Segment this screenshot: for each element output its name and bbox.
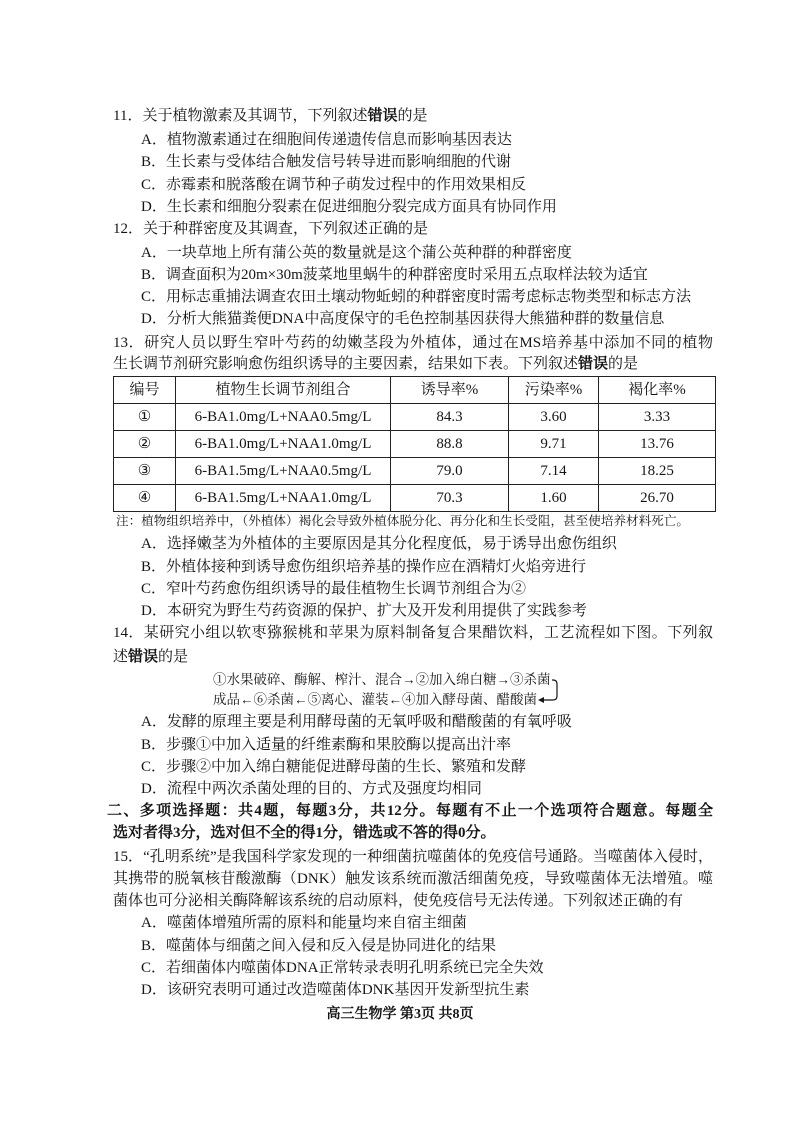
q13-option-c: C．窄叶芍药愈伤组织诱导的最佳植物生长调节剂组合为② — [141, 581, 527, 597]
flow-step-4: ④加入酵母菌、醋酸菌 — [402, 692, 537, 707]
flow-arrow-left: ← — [388, 692, 402, 707]
table-cell-browning-rate: 18.25 — [599, 458, 716, 485]
q11-option-a: A．植物激素通过在细胞间传递遗传信息而影响基因表达 — [141, 132, 512, 148]
q15-stem-line1 — [113, 846, 713, 868]
question-number: 15． — [113, 849, 144, 865]
table-row — [114, 431, 716, 458]
table-header-row — [114, 377, 716, 404]
table-cell-combination: 6-BA1.0mg/L+NAA0.5mg/L — [176, 404, 391, 431]
table-cell-browning-rate: 13.76 — [599, 431, 716, 458]
table-row — [114, 485, 716, 512]
table-header-browning-rate: 褐化率% — [599, 377, 716, 404]
q14-option-c: C．步骤②中加入绵白糖能促进酵母菌的生长、繁殖和发酵 — [141, 759, 527, 775]
table-cell-id: ④ — [114, 485, 176, 512]
table-cell-induction-rate: 88.8 — [391, 431, 509, 458]
section-2-heading-cont: 选对者得3分，选对但不全的得1分，错选或不答的得0分。 — [113, 825, 496, 841]
table-cell-combination: 6-BA1.5mg/L+NAA1.0mg/L — [176, 485, 391, 512]
q13-stem-line1 — [113, 332, 713, 354]
q12-option-d: D．分析大熊猫粪便DNA中高度保守的毛色控制基因获得大熊猫种群的数量信息 — [141, 311, 665, 327]
q13-option-d: D．本研究为野生芍药资源的保护、扩大及开发利用提供了实践参考 — [141, 603, 587, 619]
flow-arrow-left: ← — [294, 692, 308, 707]
table-cell-contamination-rate: 9.71 — [509, 431, 599, 458]
flow-arrow-left: ← — [240, 692, 254, 707]
q14-stem-ending: 的是 — [158, 649, 189, 665]
table-cell-id: ② — [114, 431, 176, 458]
q11-option-d: D．生长素和细胞分裂素在促进细胞分裂完成方面具有协同作用 — [141, 199, 557, 215]
q11-option-b: B．生长素与受体结合触发信号转导进而影响细胞的代谢 — [141, 154, 512, 170]
page-footer: 高三生物学 第3页 共8页 — [326, 1007, 474, 1022]
q12-option-a: A．一块草地上所有蒲公英的数量就是这个蒲公英种群的种群密度 — [141, 245, 572, 261]
table-cell-contamination-rate: 1.60 — [509, 485, 599, 512]
flow-arrow-right: → — [402, 672, 416, 687]
q11-option-c: C．赤霉素和脱落酸在调节种子萌发过程中的作用效果相反 — [141, 177, 527, 193]
q11-stem — [113, 105, 428, 127]
q12-stem-text: 关于种群密度及其调查，下列叙述正确的是 — [143, 221, 429, 237]
flow-arrow-right: → — [496, 672, 510, 687]
q14-stem-text: 述 — [113, 649, 129, 665]
table-header-id: 编号 — [114, 377, 176, 404]
flow-step-2: ②加入绵白糖 — [415, 672, 497, 687]
table-cell-contamination-rate: 7.14 — [509, 458, 599, 485]
q15-stem-line2: 其携带的脱氧核苷酸激酶（DNK）触发该系统而激活细菌免疫，导致噬菌体无法增殖。噬 — [113, 871, 713, 887]
question-number: 13． — [113, 335, 145, 351]
flow-step-1: ①水果破碎、酶解、榨汁、混合 — [213, 672, 402, 687]
q14-option-d: D．流程中两次杀菌处理的目的、方式及强度均相同 — [141, 781, 482, 797]
table-cell-browning-rate: 3.33 — [599, 404, 716, 431]
section-2-heading: 二、多项选择题：共4题，每题3分，共12分。每题有不止一个选项符合题意。每题全 — [107, 803, 713, 819]
table-cell-id: ③ — [114, 458, 176, 485]
q15-option-b: B．噬菌体与细菌之间入侵和反入侵是协同进化的结果 — [141, 938, 497, 954]
q13-stem-text: 生长调节剂研究影响愈伤组织诱导的主要因素，结果如下表。下列叙述 — [113, 356, 579, 372]
q14-option-a: A．发酵的原理主要是利用酵母菌的无氧呼吸和醋酸菌的有氧呼吸 — [141, 714, 572, 730]
table-cell-combination: 6-BA1.5mg/L+NAA0.5mg/L — [176, 458, 391, 485]
q15-stem-line3: 菌体也可分泌相关酶降解该系统的启动原料，使免疫信号无法传递。下列叙述正确的有 — [113, 893, 684, 909]
table-header-induction-rate: 诱导率% — [391, 377, 509, 404]
question-number: 14． — [113, 625, 144, 641]
table-row — [114, 458, 716, 485]
q15-option-d: D．该研究表明可通过改造噬菌体DNK基因开发新型抗生素 — [141, 982, 530, 998]
flow-connector-arrow-icon — [533, 670, 559, 710]
table-cell-induction-rate: 79.0 — [391, 458, 509, 485]
flow-line-top — [213, 670, 551, 690]
q12-option-c: C．用标志重捕法调查农田土壤动物蚯蚓的种群密度时需考虑标志物类型和标志方法 — [141, 289, 692, 305]
table-header-combination: 植物生长调节剂组合 — [176, 377, 391, 404]
emphasis-keyword: 错误 — [128, 649, 159, 665]
q13-results-table — [113, 376, 716, 512]
table-cell-browning-rate: 26.70 — [599, 485, 716, 512]
q14-stem-line1 — [113, 622, 713, 644]
q14-option-b: B．步骤①中加入适量的纤维素酶和果胶酶以提高出汁率 — [141, 737, 512, 753]
q13-stem-line2 — [113, 353, 638, 375]
table-cell-induction-rate: 84.3 — [391, 404, 509, 431]
q15-stem-text: “孔明系统”是我国科学家发现的一种细菌抗噬菌体的免疫信号通路。当噬菌体入侵时， — [143, 849, 713, 865]
q12-stem — [113, 218, 428, 240]
flow-step-3: ③杀菌 — [510, 672, 551, 687]
q12-option-b: B．调查面积为20m×30m菠菜地里蜗牛的种群密度时采用五点取样法较为适宜 — [141, 267, 648, 283]
question-number: 12． — [113, 221, 144, 237]
q11-stem-text: 关于植物激素及其调节，下列叙述 — [142, 108, 368, 124]
q13-stem-text: 研究人员以野生窄叶芍药的幼嫩茎段为外植体，通过在MS培养基中添加不同的植物 — [144, 335, 713, 351]
q14-stem-line2 — [113, 646, 188, 668]
flow-step-6: ⑥杀菌 — [253, 692, 294, 707]
table-row — [114, 404, 716, 431]
q15-option-c: C．若细菌体内噬菌体DNA正常转录表明孔明系统已完全失效 — [141, 960, 544, 976]
flow-line-bottom — [213, 690, 551, 710]
emphasis-keyword: 错误 — [367, 108, 398, 124]
q13-table-note: 注：植物组织培养中，（外植体）褐化会导致外植体脱分化、再分化和生长受阻，甚至使培养材料死亡。 — [116, 514, 690, 528]
emphasis-keyword: 错误 — [578, 356, 609, 372]
q15-option-a: A．噬菌体增殖所需的原料和能量均来自宿主细菌 — [141, 915, 467, 931]
table-cell-contamination-rate: 3.60 — [509, 404, 599, 431]
table-cell-id: ① — [114, 404, 176, 431]
q13-option-b: B．外植体接种到诱导愈伤组织培养基的操作应在酒精灯火焰旁进行 — [141, 559, 587, 575]
process-flow-diagram — [213, 670, 551, 710]
q11-stem-ending: 的是 — [397, 108, 428, 124]
question-number: 11． — [113, 108, 143, 124]
q13-stem-ending: 的是 — [608, 356, 639, 372]
table-header-contamination-rate: 污染率% — [509, 377, 599, 404]
flow-product: 成品 — [213, 692, 240, 707]
table-cell-combination: 6-BA1.0mg/L+NAA1.0mg/L — [176, 431, 391, 458]
table-cell-induction-rate: 70.3 — [391, 485, 509, 512]
q13-option-a: A．选择嫩茎为外植体的主要原因是其分化程度低，易于诱导出愈伤组织 — [141, 536, 617, 552]
q14-stem-text: 某研究小组以软枣猕猴桃和苹果为原料制备复合果醋饮料，工艺流程如下图。下列叙 — [143, 625, 713, 641]
flow-step-5: ⑤离心、灌装 — [307, 692, 389, 707]
